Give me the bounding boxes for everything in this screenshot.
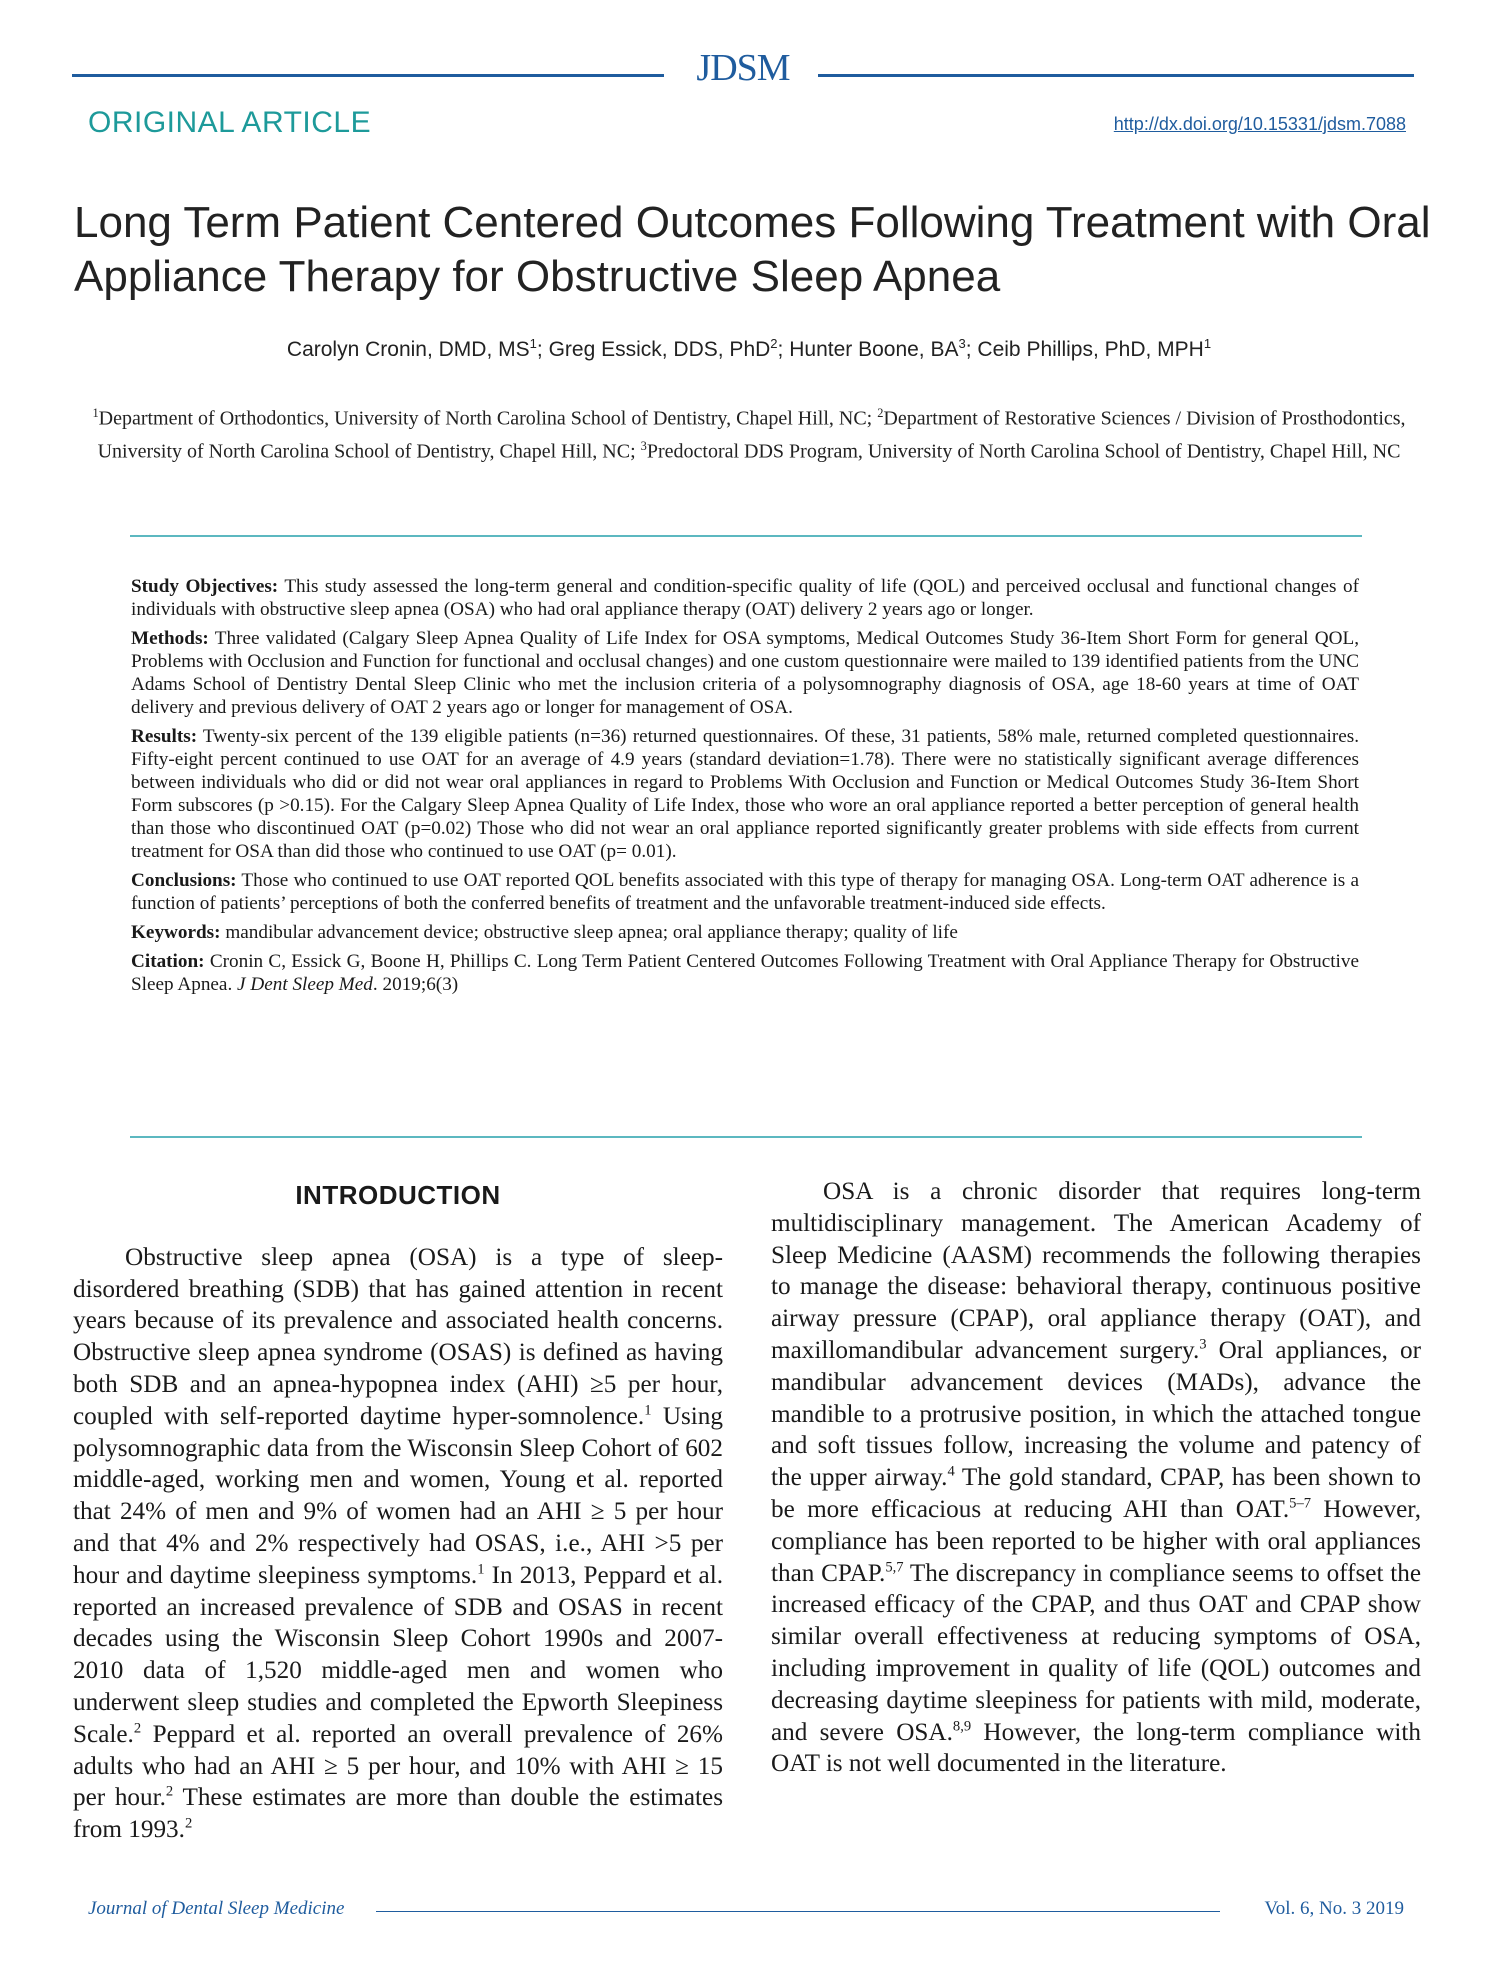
article-type-label: ORIGINAL ARTICLE — [88, 106, 372, 139]
author-name: Greg Essick, DDS, PhD — [548, 338, 771, 361]
abstract — [131, 575, 1359, 1002]
author-name: Hunter Boone, BA — [789, 338, 959, 361]
body-text: Using polysomnographic data from the Wisconsin Sleep Cohort of 602 middle-aged, working men and women, Young et al. reported that 24% of men and 9% of women had an AHI ≥ 5 per hour and that 4% and 2% respectively had OSAS, i.e., AHI >5 per hour and daytime sleepiness symptoms. — [73, 1402, 723, 1589]
abstract-results-label: Results: — [131, 726, 198, 747]
page-footer — [88, 1898, 1404, 1928]
citation-text-after: . 2019;6(3) — [372, 974, 459, 995]
author-affiliation-marker: 3 — [958, 336, 966, 351]
author-name: Ceib Phillips, PhD, MPH — [977, 338, 1204, 361]
abstract-keywords-text: mandibular advancement device; obstructive sleep apnea; oral appliance therapy; quality of life — [220, 922, 958, 943]
citation-reference: 2 — [133, 1720, 142, 1737]
section-heading-introduction: INTRODUCTION — [295, 1180, 501, 1210]
body-text: The discrepancy in compliance seems to offset the increased efficacy of the CPAP, and thus OAT and CPAP show similar overall effectiveness at reducing symptoms of OSA, including improvement in quality of life (QOL) outcomes and decreasing daytime sleepiness for patients with mild, moderate, and severe OSA. — [771, 1559, 1421, 1746]
citation-reference: 3 — [1199, 1336, 1207, 1353]
citation-journal: J Dent Sleep Med — [237, 974, 373, 995]
article-title: Long Term Patient Centered Outcomes Following Treatment with Oral Appliance Therapy for Obstructive Sleep Apnea — [74, 198, 1431, 301]
citation-text-before: Cronin C, Essick G, Boone H, Phillips C. Long Term Patient Centered Outcomes Following Treatment with Oral Appliance Therapy for Obstructive Sleep Apnea. — [131, 951, 1359, 995]
citation-reference: 4 — [947, 1463, 955, 1480]
abstract-keywords-label: Keywords: — [131, 922, 221, 943]
affiliation-text: Department of Restorative Sciences / Division of Prosthodontics, University of North Carolina School of Dentistry, Chapel Hill, NC; — [97, 407, 1406, 463]
doi-link[interactable]: http://dx.doi.org/10.15331/jdsm.7088 — [1113, 114, 1406, 134]
abstract-top-rule — [130, 535, 1362, 537]
body-text: These estimates are more than double the estimates from 1993. — [73, 1784, 723, 1844]
intro-paragraph-1 — [73, 1242, 723, 1846]
abstract-conclusions-label: Conclusions: — [131, 870, 237, 891]
abstract-conclusions — [131, 869, 1359, 915]
affiliation-text: Department of Orthodontics, University of North Carolina School of Dentistry, Chapel Hill, NC; — [98, 407, 878, 430]
abstract-citation-label: Citation: — [131, 951, 205, 972]
citation-reference: 1 — [644, 1402, 652, 1419]
citation-reference: 8,9 — [952, 1718, 972, 1735]
body-text: Peppard et al. reported an overall prevalence of 26% adults who had an AHI ≥ 5 per hour, and 10% with AHI ≥ 15 per hour. — [73, 1720, 723, 1812]
body-text: Oral appliances, or mandibular advancement devices (MADs), advance the mandible to a protrusive position, in which the attached tongue and soft tissues follow, increasing the volume and patency of the upper airway. — [771, 1336, 1421, 1492]
abstract-conclusions-text: Those who continued to use OAT reported QOL benefits associated with this type of therapy for managing OSA. Long-term OAT adherence is a function of patients’ perceptions of both the conferred benefits of treatment and the unfavorable treatment-induced side effects. — [131, 870, 1359, 914]
journal-abbreviation: JDSM — [696, 47, 790, 89]
affiliation-marker: 3 — [640, 438, 647, 453]
abstract-results — [131, 725, 1359, 863]
author-affiliation-marker: 1 — [1203, 336, 1212, 351]
citation-reference: 5–7 — [1289, 1495, 1312, 1512]
abstract-results-text: Twenty-six percent of the 139 eligible patients (n=36) returned questionnaires. Of these, 31 patients, 58% male, returned completed questionnaires. Fifty-eight percent continued to use OAT for an average of 4.9 years (standard deviation=1.78). There were no statistically significant average differences between individuals who did or did not wear oral appliances in regard to Problems With Occlusion and Function or Medical Outcomes Study 36-Item Short Form subscores (p >0.15). For the Calgary Sleep Apnea Quality of Life Index, those who wore an oral appliance reported a better perception of general health than those who discontinued OAT (p=0.02) Those who did not wear an oral appliance reported significantly greater problems with side effects from current treatment for OSA than did those who continued to use OAT (p= 0.01). — [131, 726, 1359, 862]
citation-reference: 1 — [477, 1561, 485, 1578]
body-text: The gold standard, CPAP, has been shown to be more efficacious at reducing AHI than OAT. — [771, 1464, 1422, 1523]
body-text: In 2013, Peppard et al. reported an increased prevalence of SDB and OSAS in recent decades using the Wisconsin Sleep Cohort 1990s and 2007-2010 data of 1,520 middle-aged men and women who underwent sleep studies and completed the Epworth Sleepiness Scale. — [73, 1561, 723, 1748]
body-text: Obstructive sleep apnea (OSA) is a type of sleep-disordered breathing (SDB) that has gained attention in recent years because of its prevalence and associated health concerns. Obstructive sleep apnea syndrome (OSAS) is defined as having both SDB and an apnea-hypopnea index (AHI) ≥5 per hour, coupled with self-reported daytime hyper-somnolence. — [73, 1243, 723, 1430]
abstract-objectives-label: Study Objectives: — [131, 576, 279, 597]
body-text: However, compliance has been reported to be higher with oral appliances than CPAP. — [771, 1495, 1421, 1587]
abstract-objectives-text: This study assessed the long-term general and condition-specific quality of life (QOL) and perceived occlusal and functional changes of individuals with obstructive sleep apnea (OSA) who had oral appliance therapy (OAT) delivery 2 years ago or longer. — [131, 576, 1359, 620]
author-affiliation-marker: 2 — [770, 336, 778, 351]
affiliation-marker: 2 — [877, 406, 884, 420]
abstract-bottom-rule — [130, 1136, 1362, 1138]
citation-reference: 2 — [165, 1783, 174, 1800]
body-column-left — [73, 1176, 723, 1846]
citation-reference: 5,7 — [885, 1559, 904, 1576]
abstract-methods — [131, 627, 1359, 719]
affiliation-list — [74, 400, 1424, 465]
author-list: Carolyn Cronin, DMD, $MS^1$; Greg Essick, DDS, PhD$^2$; Hunter Boone, $BA^3$; Ceib Phillips, PhD, MPH$^1$ — [286, 336, 1212, 361]
abstract-keywords — [131, 921, 1359, 944]
author-affiliation-marker: 1 — [529, 336, 537, 351]
body-column-right — [771, 1176, 1421, 1780]
masthead-rule-right — [818, 74, 1414, 77]
abstract-objectives — [131, 575, 1359, 621]
citation-reference: 2 — [184, 1815, 193, 1832]
author-name: Carolyn Cronin, DMD, MS — [286, 338, 530, 361]
body-text: OSA is a chronic disorder that requires long-term multidisciplinary management. The American Academy of Sleep Medicine (AASM) recommends the following therapies to manage the disease: behavioral therapy, continuous positive airway pressure (CPAP), oral appliance therapy (OAT), and maxillomandibular advancement surgery. — [771, 1178, 1421, 1364]
footer-journal-name: Journal of Dental Sleep Medicine — [88, 1898, 345, 1919]
affiliation-text: Predoctoral DDS Program, University of North Carolina School of Dentistry, Chapel Hill, NC — [646, 440, 1401, 463]
intro-paragraph-2 — [771, 1176, 1421, 1780]
footer-rule — [376, 1911, 1220, 1912]
body-text: However, the long-term compliance with OAT is not well documented in the literature. — [771, 1718, 1422, 1778]
abstract-methods-label: Methods: — [131, 628, 209, 649]
footer-volume: Vol. 6, No. 3 2019 — [1264, 1898, 1404, 1919]
abstract-methods-text: Three validated (Calgary Sleep Apnea Quality of Life Index for OSA symptoms, Medical Outcomes Study 36-Item Short Form for general QOL, Problems with Occlusion and Function for functional and occlusal changes) and one custom questionnaire were mailed to 139 identified patients from the UNC Adams School of Dentistry Dental Sleep Clinic who met the inclusion criteria of a polysomnography diagnosis of OSA, age 18-60 years at time of OAT delivery and previous delivery of OAT 2 years ago or longer for management of OSA. — [131, 628, 1359, 718]
affiliation-marker: 1 — [92, 406, 99, 420]
abstract-citation — [131, 950, 1359, 996]
masthead — [72, 46, 1414, 89]
